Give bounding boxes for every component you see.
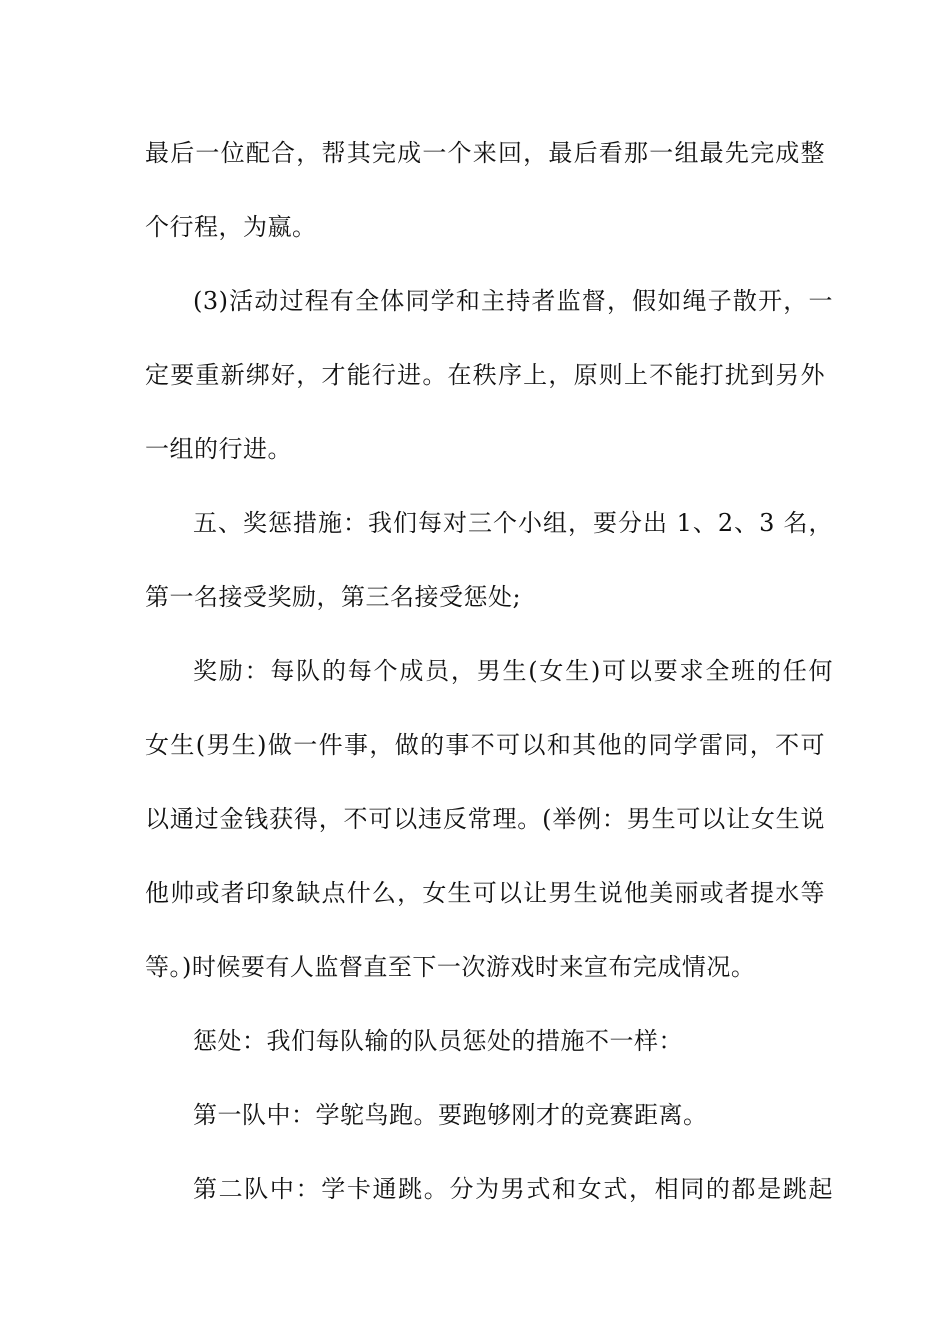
- text-line: 奖励：每队的每个成员，男生(女生)可以要求全班的任何: [193, 657, 833, 685]
- text-line: 女生(男生)做一件事，做的事不可以和其他的同学雷同，不可: [145, 731, 825, 759]
- text-line: 一组的行进。: [145, 435, 292, 463]
- text-line: 个行程，为嬴。: [145, 213, 317, 241]
- text-line: (3)活动过程有全体同学和主持者监督，假如绳子散开，一: [193, 287, 833, 315]
- text-line: 第一名接受奖励，第三名接受惩处;: [145, 583, 522, 611]
- text-line: 定要重新绑好，才能行进。在秩序上，原则上不能打扰到另外: [145, 361, 825, 389]
- text-line: 以通过金钱获得，不可以违反常理。(举例：男生可以让女生说: [145, 805, 825, 833]
- text-line: 惩处：我们每队输的队员惩处的措施不一样：: [193, 1027, 683, 1055]
- text-line: 他帅或者印象缺点什么，女生可以让男生说他美丽或者提水等: [145, 879, 825, 907]
- text-line: 第一队中：学鸵鸟跑。要跑够刚才的竞赛距离。: [193, 1101, 708, 1129]
- text-line: 五、奖惩措施：我们每对三个小组，要分出 1、2、3 名，: [193, 509, 833, 537]
- text-line: 最后一位配合，帮其完成一个来回，最后看那一组最先完成整: [145, 139, 825, 167]
- text-line: 等。)时候要有人监督直至下一次游戏时来宣布完成情况。: [145, 953, 756, 981]
- text-line: 第二队中：学卡通跳。分为男式和女式，相同的都是跳起: [193, 1175, 833, 1203]
